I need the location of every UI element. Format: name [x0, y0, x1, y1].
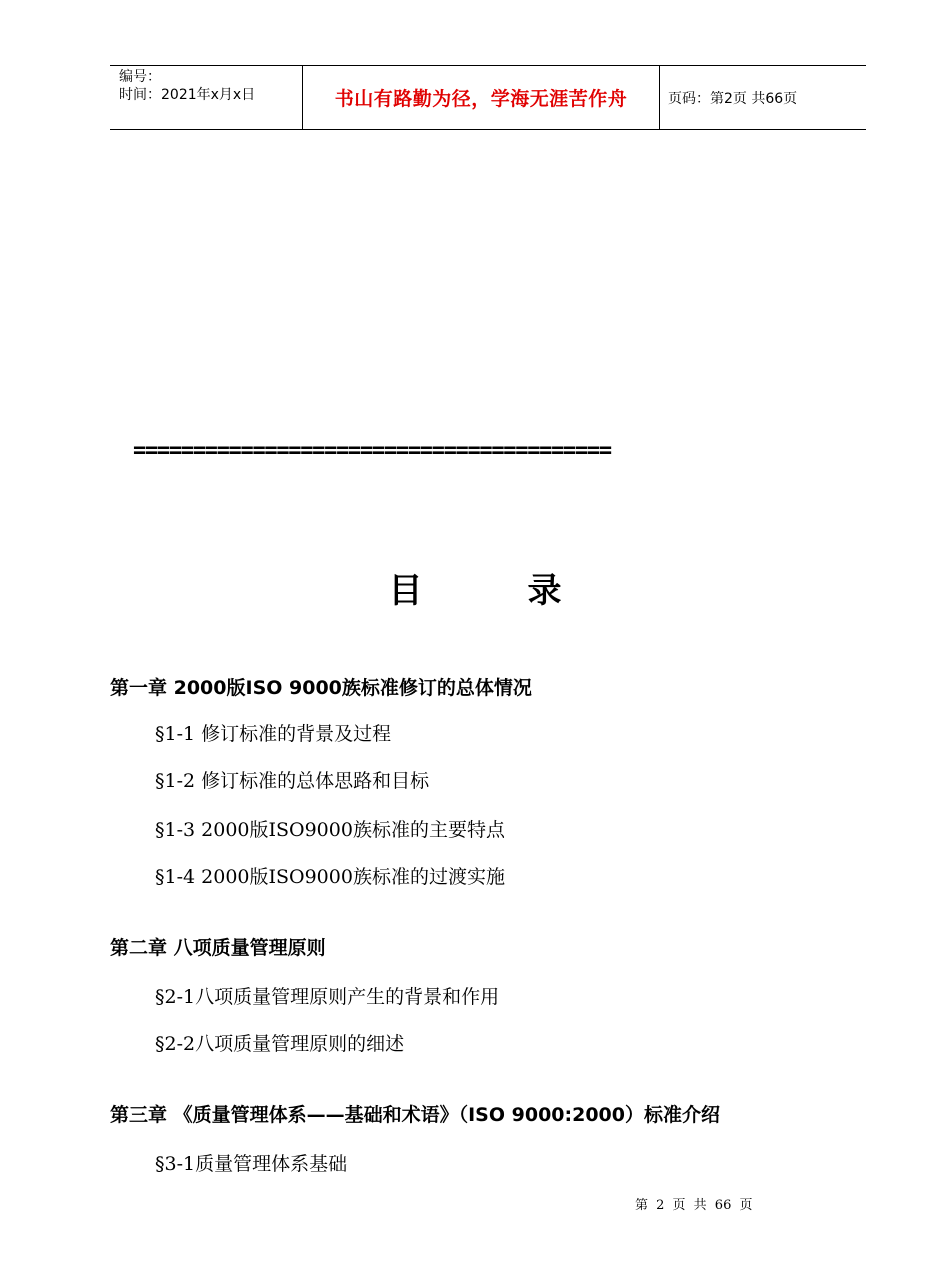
section-2-2: §2-2八项质量管理原则的细述 — [155, 1033, 405, 1055]
chapter-3-heading: 第三章 《质量管理体系——基础和术语》（ISO 9000:2000）标准介绍 — [110, 1104, 720, 1126]
chapter-2-heading: 第二章 八项质量管理原则 — [110, 937, 326, 959]
section-3-1: §3-1质量管理体系基础 — [155, 1153, 348, 1175]
section-1-4: §1-4 2000版ISO9000族标准的过渡实施 — [155, 866, 505, 888]
chapter-1-heading: 第一章 2000版ISO 9000族标准修订的总体情况 — [110, 677, 532, 699]
page-footer: 第 2 页 共 66 页 — [635, 1198, 753, 1213]
section-1-3: §1-3 2000版ISO9000族标准的主要特点 — [155, 819, 505, 841]
header-meta-cell — [110, 66, 303, 129]
section-1-2: §1-2 修订标准的总体思路和目标 — [155, 770, 430, 792]
section-2-1: §2-1八项质量管理原则产生的背景和作用 — [155, 986, 500, 1008]
section-1-1: §1-1 修订标准的背景及过程 — [155, 723, 392, 745]
header-page-info: 页码：第2页 共66页 — [668, 90, 798, 107]
toc-title: 目录 — [388, 571, 667, 611]
serial-number-label: 编号： — [119, 69, 161, 85]
header-motto: 书山有路勤为径，学海无涯苦作舟 — [303, 66, 660, 129]
separator-line: ======================================== — [133, 438, 611, 463]
date-label: 时间：2021年x月x日 — [119, 87, 256, 103]
page-header — [110, 65, 866, 130]
